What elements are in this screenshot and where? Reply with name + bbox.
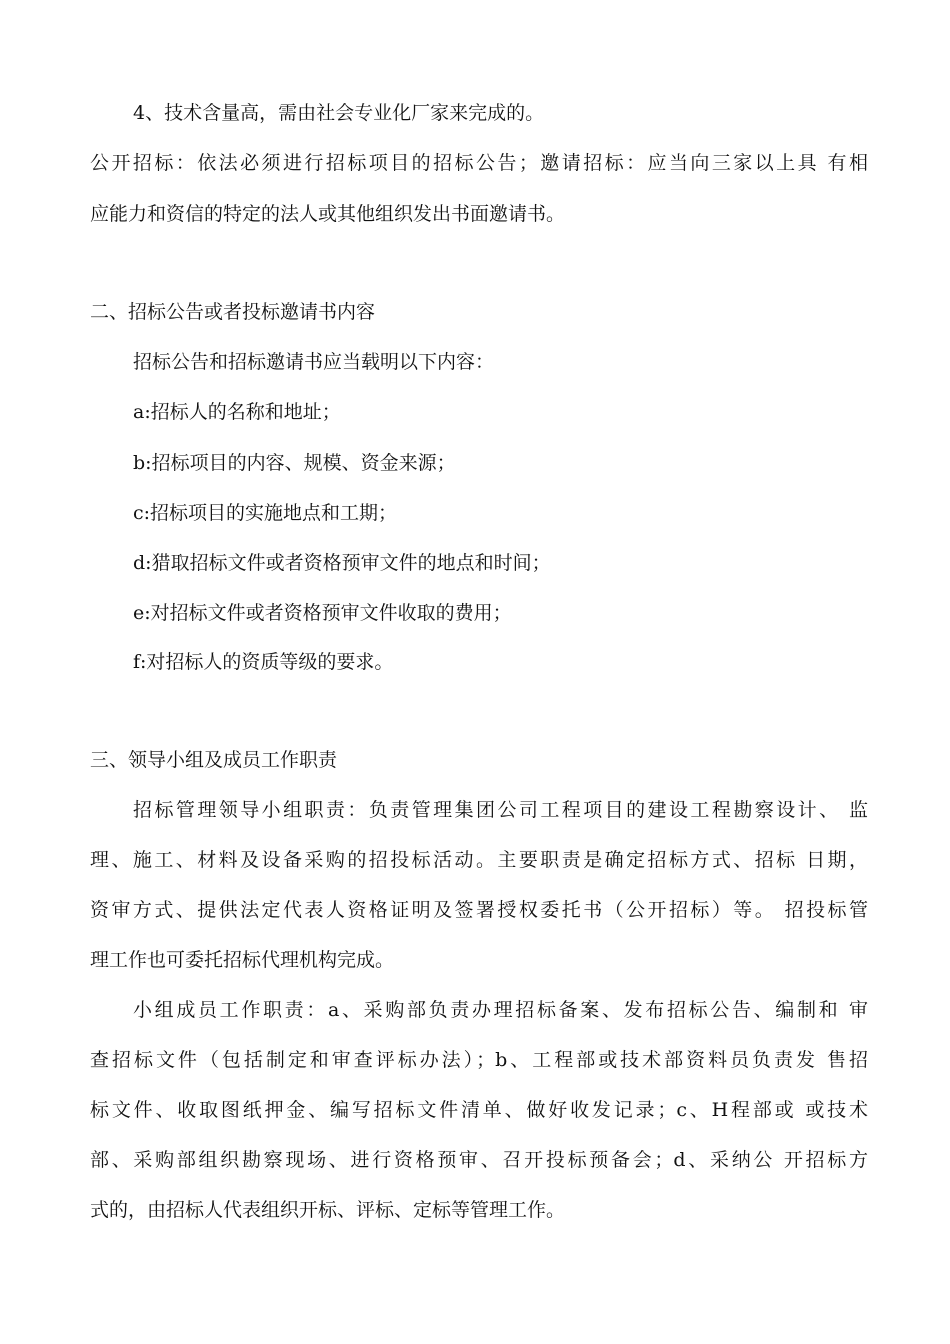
list-item-e: e:对招标文件或者资格预审文件收取的费用；: [133, 602, 512, 624]
list-item-d: d:猎取招标文件或者资格预审文件的地点和时间；: [133, 552, 551, 574]
leadership-duty-line-3: 资审方式、提供法定代表人资格证明及签署授权委托书（公开招标）等。 招投标管: [90, 899, 868, 921]
intro-item-4: 4、技术含量高，需由社会专业化厂家来完成的。: [133, 102, 545, 124]
member-duty-line-3: 标文件、收取图纸押金、编写招标文件清单、做好收发记录；c、H程部或 或技术: [90, 1099, 868, 1121]
member-duty-line-1: 小组成员工作职责：a、采购部负责办理招标备案、发布招标公告、编制和 审: [133, 999, 868, 1021]
section-3-heading: 三、领导小组及成员工作职责: [90, 749, 338, 771]
leadership-duty-line-1: 招标管理领导小组职责：负责管理集团公司工程项目的建设工程勘察设计、 监: [133, 799, 868, 821]
member-duty-line-2: 查招标文件（包括制定和审查评标办法）；b、工程部或技术部资料员负责发 售招: [90, 1049, 868, 1071]
leadership-duty-line-2: 理、施工、材料及设备采购的招投标活动。主要职责是确定招标方式、招标 日期，: [90, 849, 868, 871]
bidding-definition-line-1: 公开招标：依法必须进行招标项目的招标公告；邀请招标：应当向三家以上具 有相: [90, 152, 868, 174]
section-2-lead: 招标公告和招标邀请书应当载明以下内容：: [133, 351, 495, 373]
list-item-b: b:招标项目的内容、规模、资金来源；: [133, 452, 456, 474]
list-item-a: a:招标人的名称和地址；: [133, 401, 341, 423]
member-duty-line-5: 式的，由招标人代表组织开标、评标、定标等管理工作。: [90, 1199, 566, 1221]
section-2-heading: 二、招标公告或者投标邀请书内容: [90, 301, 376, 323]
list-item-c: c:招标项目的实施地点和工期；: [133, 502, 398, 524]
list-item-f: f:对招标人的资质等级的要求。: [133, 651, 394, 673]
bidding-definition-line-2: 应能力和资信的特定的法人或其他组织发出书面邀请书。: [90, 203, 566, 225]
member-duty-line-4: 部、采购部组织勘察现场、进行资格预审、召开投标预备会；d、采纳公 开招标方: [90, 1149, 868, 1171]
leadership-duty-line-4: 理工作也可委托招标代理机构完成。: [90, 949, 395, 971]
